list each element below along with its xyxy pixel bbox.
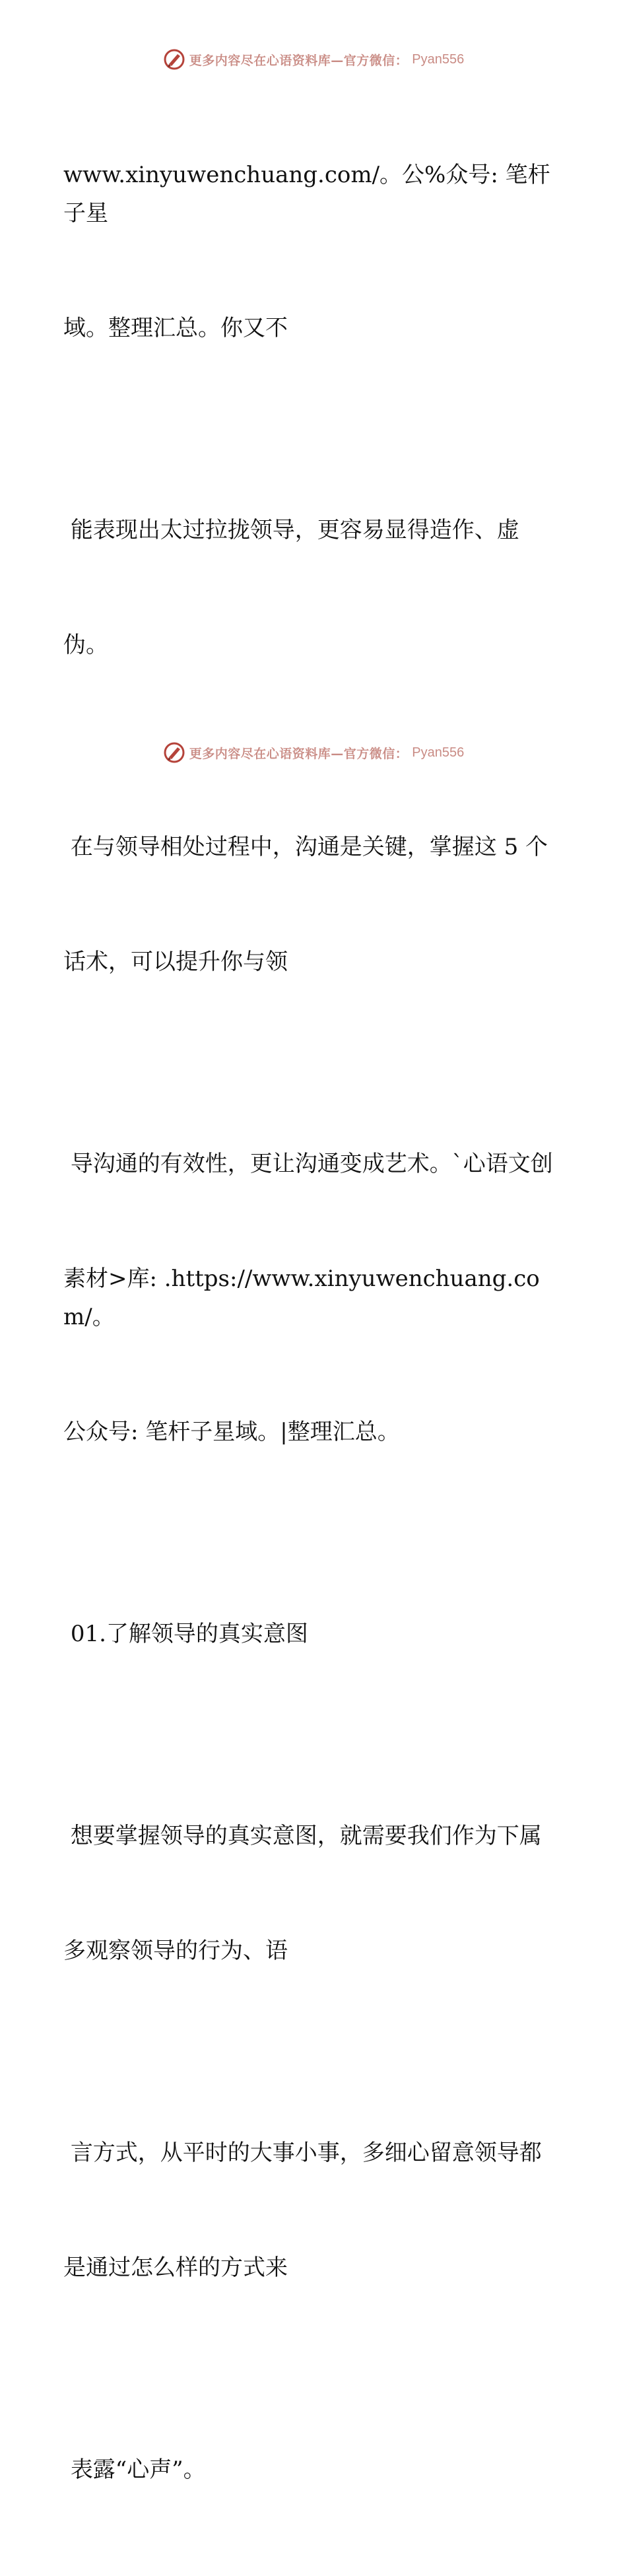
paragraph-line: 域。整理汇总。你又不 xyxy=(63,315,288,341)
paragraph-line: 想要掌握领导的真实意图，就需要我们作为下属 xyxy=(63,1823,542,1849)
paragraph-line: 多观察领导的行为、语 xyxy=(63,1938,288,1964)
paragraph-line: 表露“心声”。 xyxy=(63,2457,206,2483)
section-heading xyxy=(63,1538,565,1730)
paragraph-5 xyxy=(63,1740,565,2047)
paragraph-line: 在与领导相处过程中，沟通是关键，掌握这 5 个 xyxy=(63,834,548,860)
paragraph-line: 导沟通的有效性，更让沟通变成艺术。`心语文创 xyxy=(63,1151,553,1177)
header-banner xyxy=(0,46,627,73)
paragraph-line: 伪。 xyxy=(63,632,108,658)
footer-banner xyxy=(0,739,627,766)
paragraph-1 xyxy=(63,79,565,424)
paragraph-line: 言方式，从平时的大事小事，多细心留意领导都 xyxy=(63,2140,542,2166)
paragraph-4 xyxy=(63,1068,565,1528)
pen-logo-icon xyxy=(163,48,185,71)
paragraph-line: www.xinyuwenchuang.com/。公%众号: 笔杆子星 xyxy=(63,162,550,226)
paragraph-2 xyxy=(63,434,565,741)
section-heading-text: 01.了解领导的真实意图 xyxy=(63,1621,308,1647)
footer-banner-text: 更多内容尽在心语资料库—官方微信： xyxy=(189,746,409,761)
paragraph-line: 话术，可以提升你与领 xyxy=(63,949,288,975)
paragraph-line: 是通过怎么样的方式来 xyxy=(63,2254,288,2281)
pen-logo-icon xyxy=(163,741,185,764)
paragraph-line: 素材>库: .https://www.xinyuwenchuang.com/。 xyxy=(63,1266,540,1330)
header-wechat-id: Pyan556 xyxy=(412,51,465,67)
paragraph-line: 公众号: 笔杆子星域。|整理汇总。 xyxy=(63,1419,400,1445)
paragraph-7 xyxy=(63,2374,565,2565)
document-body xyxy=(63,79,565,2576)
paragraph-6 xyxy=(63,2057,565,2363)
header-banner-text: 更多内容尽在心语资料库—官方微信： xyxy=(189,53,409,68)
footer-wechat-id: Pyan556 xyxy=(412,745,465,760)
paragraph-line: 能表现出太过拉拢领导，更容易显得造作、虚 xyxy=(63,517,519,543)
paragraph-3 xyxy=(63,751,565,1058)
